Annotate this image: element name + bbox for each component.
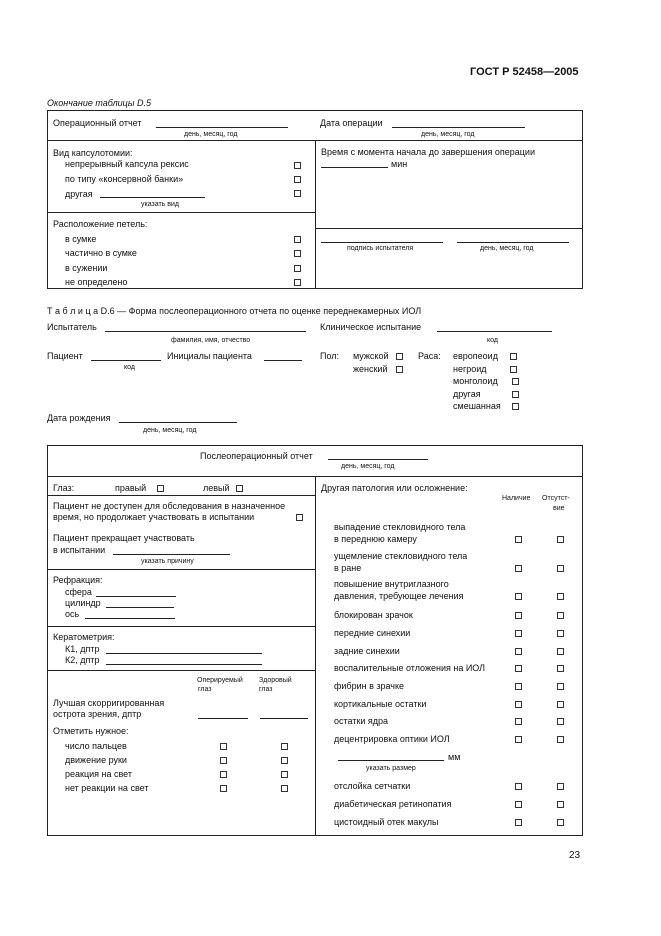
acuity-label: острота зрения, дптр xyxy=(53,709,142,719)
complication-item: в переднюю камеру xyxy=(334,534,417,544)
tester-field[interactable] xyxy=(105,331,306,332)
checkbox[interactable] xyxy=(557,565,564,572)
vision-option: реакция на свет xyxy=(65,769,132,779)
checkbox[interactable] xyxy=(281,771,288,778)
loops-option: не определено xyxy=(65,277,128,287)
page-number: 23 xyxy=(569,850,581,861)
checkbox[interactable] xyxy=(510,366,517,373)
code-caption: код xyxy=(124,364,135,371)
mm-label: мм xyxy=(448,752,461,762)
refraction-item: цилиндр xyxy=(65,598,101,608)
code-caption: код xyxy=(487,337,498,344)
checkbox[interactable] xyxy=(557,612,564,619)
keratometry-item: К1, дптр xyxy=(65,644,100,654)
race-label: Раса: xyxy=(418,351,441,361)
checkbox[interactable] xyxy=(557,665,564,672)
complication-item: децентрировка оптики ИОЛ xyxy=(334,734,450,744)
complication-item: цистоидный отек макулы xyxy=(334,817,439,827)
date-caption: день, месяц, год xyxy=(184,131,238,138)
complication-item: в ране xyxy=(334,563,362,573)
race-option: смешанная xyxy=(453,401,501,411)
complication-item: отслойка сетчатки xyxy=(334,781,411,791)
checkbox[interactable] xyxy=(294,162,301,169)
keratometry-title: Кератометрия: xyxy=(53,632,115,642)
checkbox[interactable] xyxy=(515,593,522,600)
time-title: Время с момента начала до завершения операции xyxy=(321,147,535,157)
operated-eye-header: глаз xyxy=(198,686,212,693)
initials-field[interactable] xyxy=(264,360,302,361)
loops-title: Расположение петель: xyxy=(53,219,148,229)
dob-caption: день, месяц, год xyxy=(143,427,197,434)
complication-item: блокирован зрачок xyxy=(334,610,413,620)
checkbox[interactable] xyxy=(512,378,519,385)
checkbox[interactable] xyxy=(557,718,564,725)
checkbox[interactable] xyxy=(557,683,564,690)
eye-left: левый xyxy=(203,483,230,493)
operated-eye-header: Оперируемый xyxy=(197,677,243,684)
checkbox[interactable] xyxy=(557,630,564,637)
complication-item: ущемление стекловидного тела xyxy=(334,551,468,561)
acuity-healthy-field[interactable] xyxy=(260,718,308,719)
checkbox[interactable] xyxy=(557,593,564,600)
doc-code: ГОСТ Р 52458—2005 xyxy=(470,66,579,78)
checkbox[interactable] xyxy=(515,701,522,708)
loops-option: в сумке xyxy=(65,234,97,244)
refraction-item: сфера xyxy=(65,587,92,597)
complication-item: остатки ядра xyxy=(334,716,389,726)
postop-label: Послеоперационный отчет xyxy=(200,451,313,461)
reason-caption: указать причину xyxy=(141,558,194,565)
sex-male: мужской xyxy=(353,351,389,361)
checkbox[interactable] xyxy=(281,743,288,750)
keratometry-field[interactable] xyxy=(106,664,262,665)
checkbox[interactable] xyxy=(220,743,227,750)
minutes-field[interactable] xyxy=(321,167,388,168)
checkbox[interactable] xyxy=(515,683,522,690)
checkbox[interactable] xyxy=(220,771,227,778)
checkbox[interactable] xyxy=(557,783,564,790)
complication-item: давления, требующее лечения xyxy=(334,591,464,601)
patient-label: Пациент xyxy=(47,351,83,361)
table-d6-title: Т а б л и ц а D.6 — Форма послеоперационного отчета по оценке переднекамерных ИОЛ xyxy=(47,306,422,316)
checkbox[interactable] xyxy=(296,514,303,521)
checkbox[interactable] xyxy=(515,819,522,826)
complication-item: повышение внутриглазного xyxy=(334,579,449,589)
loops-option: в сужении xyxy=(65,263,108,273)
checkbox[interactable] xyxy=(220,785,227,792)
checkbox[interactable] xyxy=(557,819,564,826)
eye-label: Глаз: xyxy=(53,483,75,493)
keratometry-item: К2, дптр xyxy=(65,655,100,665)
checkbox[interactable] xyxy=(294,190,301,197)
complication-item: передние синехии xyxy=(334,628,411,638)
vision-option: движение руки xyxy=(65,755,127,765)
complication-item: диабетическая ретинопатия xyxy=(334,799,452,809)
complication-item: фибрин в зрачке xyxy=(334,681,405,691)
checkbox[interactable] xyxy=(236,485,243,492)
checkbox[interactable] xyxy=(515,536,522,543)
date-caption: день, месяц, год xyxy=(421,131,475,138)
signature-date-field[interactable] xyxy=(457,242,569,243)
op-report-field[interactable] xyxy=(156,127,288,128)
checkbox[interactable] xyxy=(294,176,301,183)
refraction-field[interactable] xyxy=(106,607,174,608)
acuity-operated-field[interactable] xyxy=(198,718,248,719)
checkbox[interactable] xyxy=(281,757,288,764)
refraction-field[interactable] xyxy=(96,596,176,597)
refraction-item: ось xyxy=(65,609,80,619)
refraction-title: Рефракция: xyxy=(53,575,103,585)
checkbox[interactable] xyxy=(557,736,564,743)
checkbox[interactable] xyxy=(294,279,301,286)
checkbox[interactable] xyxy=(515,612,522,619)
tester-label: Испытатель xyxy=(47,322,97,332)
complication-item: кортикальные остатки xyxy=(334,699,427,709)
patient-field[interactable] xyxy=(91,360,161,361)
signature-caption: подпись испытателя xyxy=(347,245,414,252)
capsulotomy-option: другая xyxy=(65,189,93,199)
checkbox[interactable] xyxy=(512,391,519,398)
other-type-field[interactable] xyxy=(100,197,205,198)
signature-field[interactable] xyxy=(321,242,443,243)
min-label: мин xyxy=(391,159,408,169)
stopped-text: в испытании xyxy=(53,545,106,555)
checkbox[interactable] xyxy=(557,648,564,655)
checkbox[interactable] xyxy=(515,648,522,655)
absence-header: Отсутст- xyxy=(542,495,570,502)
checkbox[interactable] xyxy=(515,565,522,572)
capsulotomy-option: непрерывный капсула рексис xyxy=(65,159,189,169)
op-date-label: Дата операции xyxy=(320,118,383,128)
checkbox[interactable] xyxy=(557,536,564,543)
initials-label: Инициалы пациента xyxy=(167,351,252,361)
op-date-field[interactable] xyxy=(392,127,525,128)
date-caption: день, месяц, год xyxy=(480,245,534,252)
dob-label: Дата рождения xyxy=(47,413,111,423)
date-caption: день, месяц, год xyxy=(341,463,395,470)
specify-type-caption: указать вид xyxy=(141,201,179,208)
race-option: европеоид xyxy=(453,351,498,361)
table-end-caption: Окончание таблицы D.5 xyxy=(47,98,151,108)
checkbox[interactable] xyxy=(220,757,227,764)
clinical-field[interactable] xyxy=(437,331,552,332)
checkbox[interactable] xyxy=(515,736,522,743)
vision-option: число пальцев xyxy=(65,741,127,751)
presence-header: Наличие xyxy=(502,495,531,502)
checkbox[interactable] xyxy=(396,353,403,360)
race-option: другая xyxy=(453,389,481,399)
dob-field[interactable] xyxy=(119,422,237,423)
checkbox[interactable] xyxy=(512,403,519,410)
checkbox[interactable] xyxy=(294,250,301,257)
checkbox[interactable] xyxy=(515,630,522,637)
clinical-label: Клиническое испытание xyxy=(320,322,422,332)
healthy-eye-header: глаз xyxy=(259,686,273,693)
checkbox[interactable] xyxy=(294,236,301,243)
checkbox[interactable] xyxy=(515,718,522,725)
name-caption: фамилия, имя, отчество xyxy=(171,337,251,344)
op-report-label: Операционный отчет xyxy=(53,118,142,128)
reason-field[interactable] xyxy=(113,554,230,555)
checkbox[interactable] xyxy=(515,801,522,808)
checkbox[interactable] xyxy=(396,366,403,373)
race-option: монголоид xyxy=(453,376,498,386)
keratometry-field[interactable] xyxy=(106,653,262,654)
checkbox[interactable] xyxy=(515,665,522,672)
checkbox[interactable] xyxy=(157,485,164,492)
acuity-label: Лучшая скорригированная xyxy=(53,698,165,708)
eye-right: правый xyxy=(115,483,147,493)
checkbox[interactable] xyxy=(557,701,564,708)
checkbox[interactable] xyxy=(557,801,564,808)
checkbox[interactable] xyxy=(510,353,517,360)
race-option: негроид xyxy=(453,364,487,374)
sex-female: женский xyxy=(353,364,388,374)
capsulotomy-title: Вид капсулотомии: xyxy=(53,148,133,158)
other-title: Другая патология или осложнение: xyxy=(321,483,468,493)
size-caption: указать размер xyxy=(366,765,416,772)
sex-label: Пол: xyxy=(320,351,340,361)
stopped-text: Пациент прекращает участвовать xyxy=(53,533,195,543)
checkbox[interactable] xyxy=(294,265,301,272)
complication-item: задние синехии xyxy=(334,646,400,656)
size-field[interactable] xyxy=(338,760,444,761)
complication-item: выпадение стекловидного тела xyxy=(334,522,466,532)
healthy-eye-header: Здоровый xyxy=(259,677,292,684)
mark-label: Отметить нужное: xyxy=(53,726,129,736)
absence-header: вие xyxy=(553,505,565,512)
vision-option: нет реакции на свет xyxy=(65,783,149,793)
checkbox[interactable] xyxy=(281,785,288,792)
refraction-field[interactable] xyxy=(85,618,175,619)
complication-item: воспалительные отложения на ИОЛ xyxy=(334,663,486,673)
checkbox[interactable] xyxy=(515,783,522,790)
loops-option: частично в сумке xyxy=(65,248,137,258)
postop-field[interactable] xyxy=(328,459,428,460)
unavailable-text: время, но продолжает участвовать в испытании xyxy=(53,512,255,522)
unavailable-text: Пациент не доступен для обследования в назначенное xyxy=(53,501,286,511)
capsulotomy-option: по типу «консервной банки» xyxy=(65,174,184,184)
